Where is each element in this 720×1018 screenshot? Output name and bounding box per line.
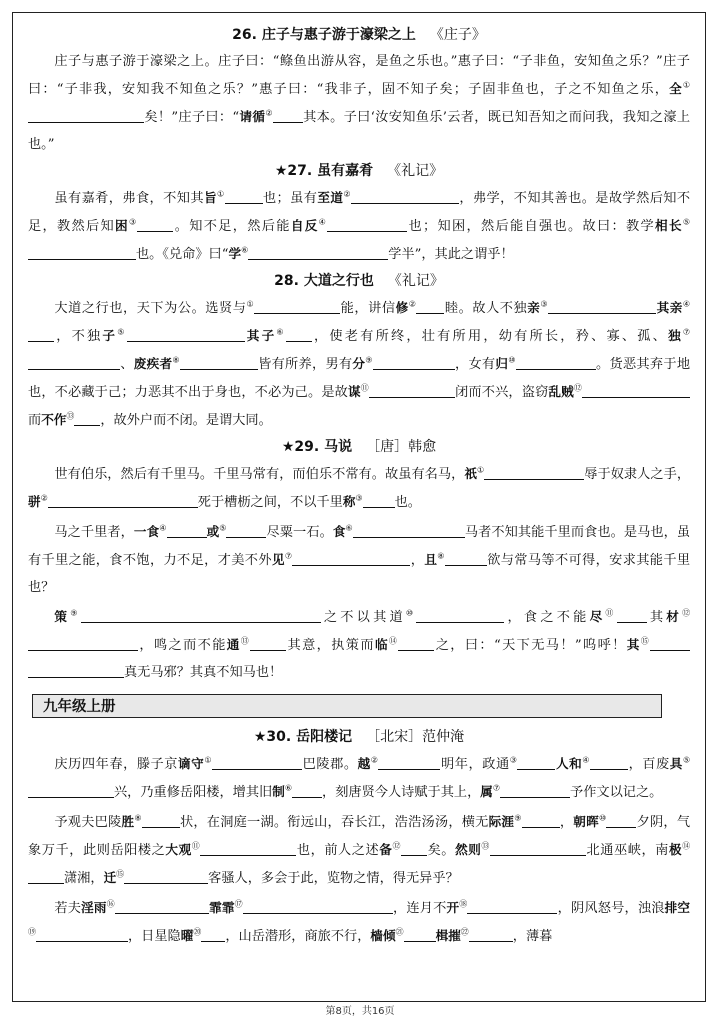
article-29-para-3: 策⑨ 之不以其道⑩ ，食之不能尽⑪ 其材⑫，鸣之而不能通⑬ 其意，执策而临⑭ 之，曰：“天下无马！”呜呼！其⑮真无马邪？其真不知马也！: [28, 603, 690, 686]
fill-blank[interactable]: [201, 929, 225, 942]
fill-blank[interactable]: [378, 757, 440, 770]
fill-blank[interactable]: [327, 219, 407, 232]
fill-blank[interactable]: [404, 929, 436, 942]
fill-blank[interactable]: [522, 815, 560, 828]
fill-blank[interactable]: [582, 385, 690, 398]
fill-blank[interactable]: [401, 843, 427, 856]
article-30-title: [28, 724, 690, 750]
fill-blank[interactable]: [28, 110, 86, 123]
fill-blank[interactable]: [590, 757, 628, 770]
fill-blank[interactable]: [353, 525, 465, 538]
fill-blank[interactable]: [273, 110, 303, 123]
article-28-heading: 28. 大道之行也: [274, 273, 374, 289]
fill-blank[interactable]: [445, 553, 487, 566]
fill-blank[interactable]: [650, 638, 690, 651]
fill-blank[interactable]: [351, 191, 459, 204]
fill-blank[interactable]: [469, 929, 513, 942]
article-29-title: [28, 434, 690, 460]
article-30-para-2: 予观夫巴陵胜⑧ 状，在洞庭一湖。衔远山，吞长江，浩浩汤汤，横无际涯⑨ ，朝晖⑩ 夕阴，气象万千，此则岳阳楼之大观⑪ 也，前人之述备⑫ 矣。然则⑬ 北通巫峡，南极⑭潇湘，迁⑮ 客骚人，多会于此，览物之情，得无异乎？: [28, 813, 691, 886]
article-30-para-1: 庆历四年春，滕子京谪守① 巴陵郡。越② 明年，政通③ 人和④ ，百废具⑤兴，乃重修岳阳楼，增其旧制⑥ ，刻唐贤今人诗赋于其上，属⑦ 予作文以记之。: [28, 750, 690, 806]
fill-blank[interactable]: [226, 525, 266, 538]
page-number: 第8页，共16页: [325, 1006, 395, 1017]
fill-blank[interactable]: [36, 929, 128, 942]
article-29-source: ［唐］韩愈: [366, 439, 437, 455]
fill-blank[interactable]: [363, 495, 395, 508]
fill-blank[interactable]: [548, 301, 600, 314]
fill-blank[interactable]: [398, 638, 434, 651]
fill-blank[interactable]: [286, 329, 312, 342]
article-28-title: [28, 268, 690, 294]
article-28-source: 《礼记》: [387, 273, 444, 289]
article-26-heading: 26. 庄子与惠子游于濠梁之上: [232, 27, 416, 43]
fill-blank[interactable]: [137, 219, 173, 232]
article-27-heading: ★27. 虽有嘉肴: [274, 163, 374, 179]
article-28-body: 大道之行也，天下为公。选贤与① 能，讲信修② 睦。故人不独亲③ 其亲④，不独子⑤ 其子⑥ ，使老有所终，壮有所用，幼有所长，矜、寡、孤、独⑦、废疾者⑧ 皆有所养，男有分⑨ ，女有归⑩ 。货恶其弃于地也，不必藏于己；力恶其不出于身也，不必为己。是故谋⑪ 闭而不兴，盗窃乱贼⑫而不作⑬ ，故外户而不闭。是谓大同。: [28, 299, 691, 428]
article-29-heading: ★29. 马说: [281, 439, 353, 455]
article-30-heading: ★30. 岳阳楼记: [253, 729, 353, 745]
fill-blank[interactable]: [243, 901, 393, 914]
fill-blank[interactable]: [48, 495, 198, 508]
article-30-para-3: 若夫淫雨⑯ 霏霏⑰ ，连月不开⑱ ，阴风怒号，浊浪排空⑲ ，日星隐曜⑳ ，山岳潜形，商旅不行，樯倾$^㉑$ 楫摧$^㉒$ ，薄暮: [28, 899, 691, 944]
fill-blank[interactable]: [416, 301, 444, 314]
fill-blank[interactable]: [28, 638, 138, 651]
fill-blank[interactable]: [373, 357, 455, 370]
article-29-para-2: 马之千里者，一食④ 或⑤ 尽粟一石。食⑥ 马者不知其能千里而食也。是马也，虽有千里之能，食不饱，力不足，才美不外见⑦ ，且⑧ 欲与常马等不可得，安求其能千里也？: [28, 523, 691, 595]
fill-blank[interactable]: [28, 357, 120, 370]
fill-blank[interactable]: [74, 413, 100, 426]
fill-blank[interactable]: [86, 110, 144, 123]
fill-blank[interactable]: [225, 191, 263, 204]
fill-blank[interactable]: [28, 785, 114, 798]
fill-blank[interactable]: [292, 553, 410, 566]
fill-blank[interactable]: [490, 843, 586, 856]
article-26-body: 庄子与惠子游于濠梁之上。庄子曰：“鲦鱼出游从容，是鱼之乐也。”惠子曰：“子非鱼，安知鱼之乐？”庄子曰：“子非我，安知我不知鱼之乐？”惠子曰：“我非子，固不知子矣；子固非鱼也，子之不知鱼之乐，全①矣！”庄子曰：“请循② 其本。子曰‘汝安知鱼乐’云者，既已知吾知之而问我，我知之濠上也。”: [28, 54, 691, 152]
fill-blank[interactable]: [124, 871, 208, 884]
fill-blank[interactable]: [600, 301, 656, 314]
article-26-source: 《庄子》: [429, 27, 486, 43]
fill-blank[interactable]: [142, 815, 180, 828]
fill-blank[interactable]: [81, 610, 321, 623]
fill-blank[interactable]: [127, 329, 245, 342]
fill-blank[interactable]: [500, 785, 570, 798]
article-27-title: [28, 158, 690, 184]
fill-blank[interactable]: [180, 357, 258, 370]
fill-blank[interactable]: [254, 301, 340, 314]
fill-blank[interactable]: [200, 843, 296, 856]
fill-blank[interactable]: [28, 329, 54, 342]
fill-blank[interactable]: [606, 815, 636, 828]
fill-blank[interactable]: [467, 901, 557, 914]
fill-blank[interactable]: [250, 638, 286, 651]
fill-blank[interactable]: [28, 871, 64, 884]
fill-blank[interactable]: [292, 785, 322, 798]
fill-blank[interactable]: [484, 467, 584, 480]
fill-blank[interactable]: [369, 385, 455, 398]
fill-blank[interactable]: [28, 665, 124, 678]
article-29-para-1: 世有伯乐，然后有千里马。千里马常有，而伯乐不常有。故虽有名马，祇① 辱于奴隶人之手，骈② 死于槽枥之间，不以千里称③ 也。: [28, 465, 691, 510]
article-27-source: 《礼记》: [387, 163, 444, 179]
fill-blank[interactable]: [167, 525, 207, 538]
fill-blank[interactable]: [28, 247, 136, 260]
fill-blank[interactable]: [416, 610, 504, 623]
article-27-body: 虽有嘉肴，弗食，不知其旨① 也；虽有至道② ，弗学，不知其善也。是故学然后知不足，教然后知困③ 。知不足，然后能自反④ 也；知困，然后能自强也。故曰：教学相长⑤也。《兑命》曰“学⑥ 学半”，其此之谓乎！: [28, 189, 691, 262]
article-26-title: [28, 22, 690, 48]
fill-blank[interactable]: [617, 610, 647, 623]
fill-blank[interactable]: [517, 757, 555, 770]
fill-blank[interactable]: [212, 757, 302, 770]
article-30-source: ［北宋］范仲淹: [366, 729, 465, 745]
fill-blank[interactable]: [516, 357, 596, 370]
section-header: 九年级上册: [32, 694, 662, 718]
fill-blank[interactable]: [115, 901, 209, 914]
fill-blank[interactable]: [248, 247, 388, 260]
page-content: [28, 22, 690, 950]
